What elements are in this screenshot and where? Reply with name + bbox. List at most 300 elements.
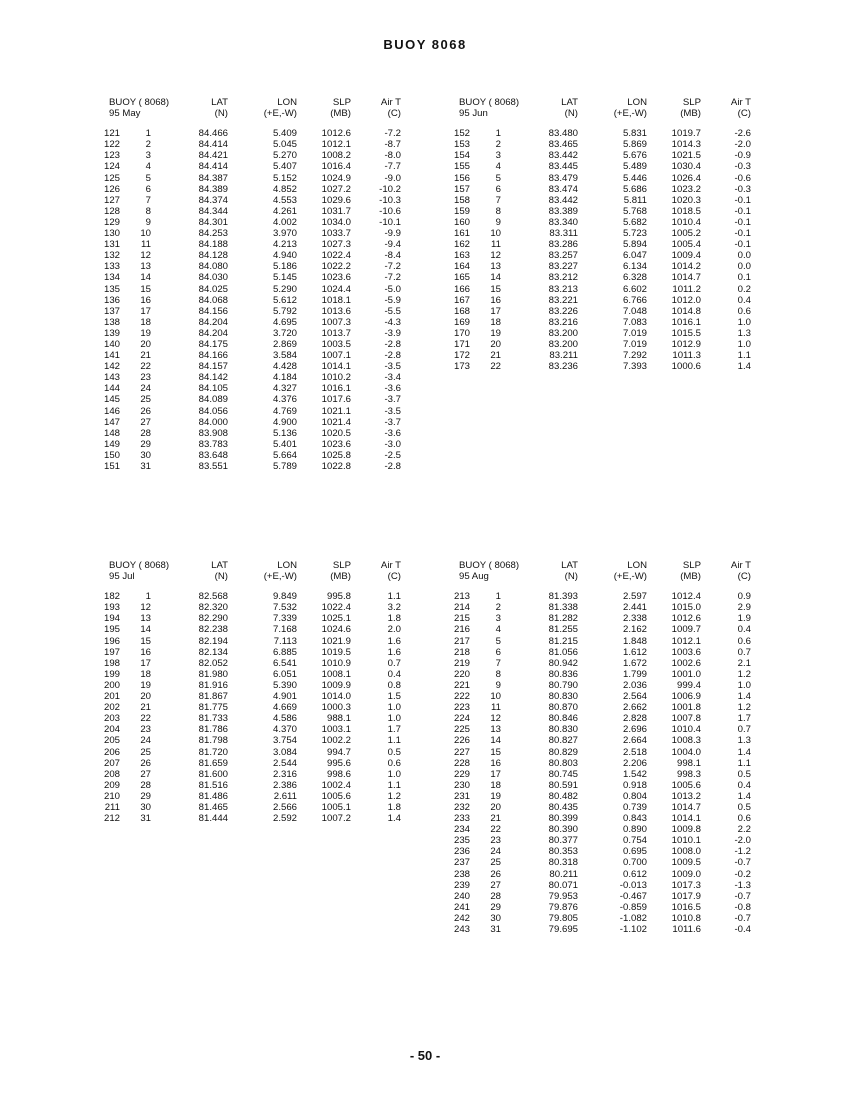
cell-slp: 1005.6 xyxy=(321,790,351,802)
cell-lat: 80.827 xyxy=(548,735,578,747)
cell-slp: 1014.7 xyxy=(671,272,701,284)
cell-air-temp: -0.6 xyxy=(734,172,751,184)
table-row xyxy=(450,913,751,924)
header-buoy: BUOY ( 8068) xyxy=(109,97,170,108)
cell-lat: 83.465 xyxy=(548,139,578,151)
cell-lon: -0.859 xyxy=(619,901,647,913)
cell-day-of-year: 242 xyxy=(453,912,470,924)
cell-air-temp: 1.0 xyxy=(737,679,751,691)
cell-air-temp: 1.8 xyxy=(387,613,401,625)
table-row xyxy=(450,284,751,295)
cell-air-temp: -2.8 xyxy=(384,461,401,472)
table-row xyxy=(100,195,401,206)
cell-air-temp: 1.1 xyxy=(737,757,751,769)
cell-air-temp: -2.0 xyxy=(734,835,751,847)
header-lon: LON xyxy=(627,560,647,571)
cell-lon: 3.720 xyxy=(272,327,297,339)
cell-lat: 81.255 xyxy=(548,624,578,636)
cell-day: 8 xyxy=(145,205,151,217)
cell-air-temp: -3.9 xyxy=(384,327,401,339)
table-row xyxy=(100,128,401,139)
cell-day-of-year: 217 xyxy=(453,635,470,647)
cell-day: 11 xyxy=(491,702,501,714)
cell-lat: 80.071 xyxy=(548,879,578,891)
cell-lat: 82.568 xyxy=(198,591,228,603)
cell-slp: 1025.8 xyxy=(321,449,351,461)
cell-slp: 1012.6 xyxy=(671,613,701,625)
cell-air-temp: 0.5 xyxy=(387,746,401,758)
cell-slp: 1015.5 xyxy=(671,327,701,339)
cell-day: 13 xyxy=(490,261,501,273)
cell-lon: 2.869 xyxy=(272,338,297,350)
cell-lon: 1.799 xyxy=(622,668,647,680)
cell-day-of-year: 203 xyxy=(103,713,120,725)
cell-lon: 5.768 xyxy=(622,205,647,217)
cell-lat: 81.916 xyxy=(198,679,228,691)
header-lat-unit: (N) xyxy=(564,108,578,120)
header-period: 95 Jul xyxy=(109,571,135,583)
cell-air-temp: 0.8 xyxy=(387,679,401,691)
cell-day-of-year: 239 xyxy=(453,879,470,891)
cell-day: 14 xyxy=(490,735,501,747)
cell-lon: 5.407 xyxy=(272,161,297,173)
cell-lon: 0.700 xyxy=(622,857,647,869)
cell-air-temp: -7.2 xyxy=(384,128,401,140)
cell-air-temp: -3.5 xyxy=(384,405,401,417)
cell-slp: 1033.7 xyxy=(321,228,351,240)
table-row xyxy=(100,669,401,680)
cell-slp: 1023.6 xyxy=(321,272,351,284)
cell-lon: 5.869 xyxy=(622,139,647,151)
cell-day: 3 xyxy=(495,613,501,625)
header-air-temp: Air T xyxy=(730,560,751,571)
cell-lat: 84.166 xyxy=(198,350,228,362)
cell-day: 13 xyxy=(140,261,151,273)
table-row xyxy=(450,824,751,835)
cell-lon: 0.890 xyxy=(622,824,647,836)
cell-slp: 1009.7 xyxy=(671,624,701,636)
header-line-1 xyxy=(100,560,401,571)
cell-air-temp: -2.0 xyxy=(734,139,751,151)
column-header xyxy=(100,560,401,582)
cell-day-of-year: 167 xyxy=(453,294,470,306)
cell-day-of-year: 227 xyxy=(453,746,470,758)
cell-lon: 5.894 xyxy=(622,239,647,251)
header-lat: LAT xyxy=(561,560,578,571)
table-row xyxy=(100,461,401,472)
cell-air-temp: -1.2 xyxy=(734,846,751,858)
cell-lon: 4.184 xyxy=(272,372,297,384)
cell-day-of-year: 138 xyxy=(103,316,120,328)
cell-lat: 83.442 xyxy=(548,150,578,162)
cell-day-of-year: 123 xyxy=(103,150,120,162)
cell-air-temp: 0.4 xyxy=(737,779,751,791)
cell-day: 23 xyxy=(140,724,151,736)
cell-slp: 1018.1 xyxy=(321,294,351,306)
cell-air-temp: 1.0 xyxy=(387,702,401,714)
cell-lon: 5.270 xyxy=(272,150,297,162)
cell-lon: -0.467 xyxy=(619,890,647,902)
cell-day: 22 xyxy=(140,713,151,725)
header-lat-unit: (N) xyxy=(214,108,228,120)
header-period: 95 Aug xyxy=(459,571,489,583)
cell-day-of-year: 150 xyxy=(103,449,120,461)
cell-day: 5 xyxy=(145,172,151,184)
cell-slp: 1016.5 xyxy=(671,901,701,913)
table-row xyxy=(450,691,751,702)
header-buoy: BUOY ( 8068) xyxy=(459,560,520,571)
cell-lon: 2.592 xyxy=(272,813,297,825)
cell-lon: 5.686 xyxy=(622,183,647,195)
cell-slp: 1005.1 xyxy=(321,801,351,813)
header-slp: SLP xyxy=(332,97,351,108)
cell-lon: 6.134 xyxy=(622,261,647,273)
cell-day-of-year: 137 xyxy=(103,305,120,317)
table-row xyxy=(100,624,401,635)
header-slp: SLP xyxy=(682,97,701,108)
cell-day-of-year: 224 xyxy=(453,713,470,725)
cell-lat: 81.486 xyxy=(198,790,228,802)
cell-air-temp: 0.7 xyxy=(737,646,751,658)
cell-day-of-year: 144 xyxy=(103,383,120,395)
cell-lat: 81.444 xyxy=(198,813,228,825)
table-row xyxy=(450,835,751,846)
cell-lon: 4.553 xyxy=(272,194,297,206)
cell-air-temp: 0.6 xyxy=(737,305,751,317)
cell-lat: 80.211 xyxy=(549,868,578,880)
cell-day: 30 xyxy=(140,449,151,461)
cell-air-temp: 2.9 xyxy=(737,602,751,614)
header-line-2 xyxy=(450,108,751,119)
table-row xyxy=(100,702,401,713)
cell-lat: 80.435 xyxy=(548,801,578,813)
cell-lat: 80.942 xyxy=(548,657,578,669)
cell-slp: 1009.5 xyxy=(671,857,701,869)
table-row xyxy=(450,350,751,361)
cell-day: 16 xyxy=(140,294,151,306)
cell-air-temp: 0.4 xyxy=(737,294,751,306)
cell-day: 29 xyxy=(140,438,151,450)
cell-air-temp: 1.6 xyxy=(387,646,401,658)
cell-lat: 84.025 xyxy=(198,283,228,295)
cell-lon: 0.612 xyxy=(622,868,647,880)
cell-lon: 5.390 xyxy=(272,679,297,691)
cell-day-of-year: 206 xyxy=(103,746,120,758)
cell-slp: 1007.2 xyxy=(321,813,351,825)
cell-day: 4 xyxy=(145,161,151,173)
cell-slp: 1025.1 xyxy=(321,613,351,625)
cell-day-of-year: 170 xyxy=(453,327,470,339)
cell-slp: 1003.6 xyxy=(671,646,701,658)
header-slp: SLP xyxy=(682,560,701,571)
table-row xyxy=(450,880,751,891)
cell-day: 14 xyxy=(140,272,151,284)
cell-slp: 1031.7 xyxy=(321,205,351,217)
cell-slp: 1012.1 xyxy=(321,139,351,151)
cell-air-temp: -9.9 xyxy=(384,228,401,240)
cell-slp: 1012.9 xyxy=(671,338,701,350)
cell-slp: 1015.0 xyxy=(671,602,701,614)
cell-lat: 80.790 xyxy=(548,679,578,691)
cell-lon: 6.766 xyxy=(622,294,647,306)
cell-lon: 2.036 xyxy=(622,679,647,691)
cell-day-of-year: 162 xyxy=(453,239,470,251)
cell-lat: 83.908 xyxy=(198,427,228,439)
cell-day-of-year: 222 xyxy=(453,691,470,703)
cell-air-temp: -8.7 xyxy=(384,139,401,151)
table-row xyxy=(100,658,401,669)
cell-lon: 0.695 xyxy=(622,846,647,858)
table-row xyxy=(100,713,401,724)
table-row xyxy=(100,780,401,791)
cell-day: 24 xyxy=(140,735,151,747)
cell-air-temp: -0.1 xyxy=(734,216,751,228)
cell-day: 9 xyxy=(495,679,501,691)
header-air-temp: Air T xyxy=(730,97,751,108)
cell-air-temp: 1.5 xyxy=(387,691,401,703)
cell-air-temp: -1.3 xyxy=(734,879,751,891)
cell-air-temp: 1.0 xyxy=(737,338,751,350)
cell-slp: 1023.2 xyxy=(671,183,701,195)
cell-slp: 1008.1 xyxy=(321,668,351,680)
cell-slp: 1024.9 xyxy=(321,172,351,184)
cell-lat: 84.080 xyxy=(198,261,228,273)
cell-lon: 1.672 xyxy=(622,657,647,669)
header-slp-unit: (MB) xyxy=(680,571,701,583)
cell-slp: 1008.3 xyxy=(671,735,701,747)
cell-lat: 83.257 xyxy=(548,250,578,262)
cell-day-of-year: 145 xyxy=(103,394,120,406)
cell-slp: 1012.6 xyxy=(321,128,351,140)
cell-slp: 1018.5 xyxy=(671,205,701,217)
cell-lat: 83.389 xyxy=(548,205,578,217)
table-row xyxy=(450,680,751,691)
cell-lat: 83.551 xyxy=(198,461,228,472)
cell-lon: 2.386 xyxy=(272,779,297,791)
cell-lat: 80.803 xyxy=(548,757,578,769)
column-header xyxy=(450,97,751,119)
cell-day-of-year: 126 xyxy=(103,183,120,195)
cell-day-of-year: 219 xyxy=(453,657,470,669)
cell-slp: 1002.2 xyxy=(321,735,351,747)
cell-day: 31 xyxy=(140,461,151,472)
cell-lat: 84.175 xyxy=(198,338,228,350)
cell-lon: 6.541 xyxy=(272,657,297,669)
cell-lat: 81.393 xyxy=(548,591,578,603)
cell-day: 29 xyxy=(140,790,151,802)
cell-slp: 1000.3 xyxy=(321,702,351,714)
cell-day-of-year: 231 xyxy=(453,790,470,802)
cell-air-temp: -10.1 xyxy=(379,216,401,228)
cell-day: 21 xyxy=(490,813,501,825)
table-row xyxy=(450,702,751,713)
cell-lon: 2.597 xyxy=(622,591,647,603)
cell-day-of-year: 207 xyxy=(103,757,120,769)
cell-slp: 1003.1 xyxy=(321,724,351,736)
cell-day: 2 xyxy=(145,139,151,151)
cell-air-temp: 1.1 xyxy=(387,591,401,603)
cell-day-of-year: 226 xyxy=(453,735,470,747)
cell-day: 10 xyxy=(140,228,151,240)
cell-slp: 1027.2 xyxy=(321,183,351,195)
cell-lon: 3.084 xyxy=(272,746,297,758)
cell-day-of-year: 229 xyxy=(453,768,470,780)
cell-slp: 1019.5 xyxy=(321,646,351,658)
cell-lat: 83.227 xyxy=(548,261,578,273)
cell-lon: 5.664 xyxy=(272,449,297,461)
cell-day-of-year: 201 xyxy=(103,691,120,703)
cell-day-of-year: 235 xyxy=(453,835,470,847)
cell-lat: 80.830 xyxy=(548,724,578,736)
cell-day-of-year: 195 xyxy=(103,624,120,636)
cell-lon: 4.669 xyxy=(272,702,297,714)
table-row xyxy=(450,239,751,250)
cell-day-of-year: 232 xyxy=(453,801,470,813)
cell-air-temp: -2.5 xyxy=(384,449,401,461)
cell-lat: 81.798 xyxy=(198,735,228,747)
cell-day: 1 xyxy=(145,128,151,140)
cell-lon: 5.789 xyxy=(272,461,297,472)
cell-lat: 81.786 xyxy=(198,724,228,736)
cell-air-temp: 1.3 xyxy=(737,327,751,339)
cell-lon: 4.002 xyxy=(272,216,297,228)
cell-lat: 79.953 xyxy=(548,890,578,902)
cell-lat: 83.442 xyxy=(548,194,578,206)
cell-air-temp: -10.6 xyxy=(379,205,401,217)
table-row xyxy=(450,747,751,758)
cell-slp: 1010.1 xyxy=(671,835,701,847)
cell-slp: 1001.8 xyxy=(671,702,701,714)
cell-day: 2 xyxy=(495,139,501,151)
cell-slp: 1005.4 xyxy=(671,239,701,251)
cell-day-of-year: 157 xyxy=(453,183,470,195)
header-line-1 xyxy=(450,97,751,108)
cell-day: 20 xyxy=(140,691,151,703)
cell-air-temp: -5.0 xyxy=(384,283,401,295)
cell-slp: 1021.4 xyxy=(321,416,351,428)
header-lon: LON xyxy=(277,97,297,108)
table-row xyxy=(100,417,401,428)
cell-day: 21 xyxy=(140,702,151,714)
cell-air-temp: 2.2 xyxy=(737,824,751,836)
cell-lon: 7.113 xyxy=(273,635,297,647)
cell-air-temp: -3.4 xyxy=(384,372,401,384)
cell-slp: 1014.1 xyxy=(321,361,351,373)
cell-air-temp: -10.3 xyxy=(379,194,401,206)
cell-day-of-year: 158 xyxy=(453,194,470,206)
table-row xyxy=(100,747,401,758)
table-row xyxy=(450,261,751,272)
table-row xyxy=(100,239,401,250)
data-rows xyxy=(450,591,751,935)
header-lon-unit: (+E,-W) xyxy=(263,108,297,120)
cell-air-temp: 3.2 xyxy=(387,602,401,614)
cell-day-of-year: 164 xyxy=(453,261,470,273)
cell-day-of-year: 213 xyxy=(453,591,470,603)
table-row xyxy=(450,328,751,339)
cell-air-temp: -10.2 xyxy=(379,183,401,195)
cell-lon: 3.584 xyxy=(272,350,297,362)
cell-day: 6 xyxy=(495,646,501,658)
cell-lon: 7.532 xyxy=(272,602,297,614)
header-slp-unit: (MB) xyxy=(330,108,351,120)
cell-day: 10 xyxy=(490,691,501,703)
cell-lon: 5.136 xyxy=(272,427,297,439)
cell-lat: 84.089 xyxy=(198,394,228,406)
cell-lat: 80.353 xyxy=(548,846,578,858)
cell-lon: 3.970 xyxy=(272,228,297,240)
cell-lon: 5.152 xyxy=(272,172,297,184)
data-block-aug xyxy=(450,560,751,935)
cell-lat: 80.591 xyxy=(548,779,578,791)
cell-day: 8 xyxy=(495,668,501,680)
cell-air-temp: -0.1 xyxy=(734,239,751,251)
table-row xyxy=(100,250,401,261)
cell-air-temp: -0.9 xyxy=(734,150,751,162)
cell-lat: 83.216 xyxy=(548,316,578,328)
cell-lon: 2.441 xyxy=(622,602,647,614)
cell-slp: 1014.8 xyxy=(671,305,701,317)
cell-lat: 79.805 xyxy=(548,912,578,924)
cell-slp: 1007.3 xyxy=(321,316,351,328)
cell-day-of-year: 209 xyxy=(103,779,120,791)
header-lat: LAT xyxy=(211,97,228,108)
cell-air-temp: 0.4 xyxy=(737,624,751,636)
cell-lon: 0.754 xyxy=(622,835,647,847)
header-lon-unit: (+E,-W) xyxy=(613,571,647,583)
cell-lat: 80.830 xyxy=(548,691,578,703)
cell-day: 20 xyxy=(140,338,151,350)
cell-slp: 1012.0 xyxy=(671,294,701,306)
cell-air-temp: -0.8 xyxy=(734,901,751,913)
cell-lat: 84.000 xyxy=(198,416,228,428)
cell-day-of-year: 237 xyxy=(453,857,470,869)
cell-lon: 4.428 xyxy=(272,361,297,373)
cell-lon: 4.261 xyxy=(272,205,297,217)
cell-lat: 84.128 xyxy=(198,250,228,262)
cell-air-temp: 2.0 xyxy=(387,624,401,636)
cell-lon: 7.083 xyxy=(622,316,647,328)
cell-day: 15 xyxy=(140,283,151,295)
header-air-temp: Air T xyxy=(380,560,401,571)
cell-lon: 5.792 xyxy=(272,305,297,317)
cell-lon: 5.831 xyxy=(622,128,647,140)
cell-lat: 83.200 xyxy=(548,338,578,350)
cell-day-of-year: 215 xyxy=(453,613,470,625)
cell-lat: 84.157 xyxy=(198,361,228,373)
cell-slp: 1021.9 xyxy=(321,635,351,647)
cell-slp: 1010.2 xyxy=(321,372,351,384)
cell-slp: 1013.6 xyxy=(321,305,351,317)
cell-lat: 83.212 xyxy=(548,272,578,284)
cell-lat: 80.377 xyxy=(548,835,578,847)
cell-lon: 3.754 xyxy=(272,735,297,747)
table-row xyxy=(100,791,401,802)
cell-day-of-year: 154 xyxy=(453,150,470,162)
cell-day-of-year: 153 xyxy=(453,139,470,151)
cell-day-of-year: 128 xyxy=(103,205,120,217)
cell-air-temp: -2.8 xyxy=(384,338,401,350)
cell-day: 12 xyxy=(490,250,501,262)
cell-air-temp: 1.2 xyxy=(387,790,401,802)
cell-day-of-year: 163 xyxy=(453,250,470,262)
table-row xyxy=(450,724,751,735)
cell-air-temp: 1.9 xyxy=(737,613,751,625)
table-row xyxy=(450,602,751,613)
cell-air-temp: -9.4 xyxy=(384,239,401,251)
cell-day-of-year: 155 xyxy=(453,161,470,173)
cell-lon: 6.051 xyxy=(272,668,297,680)
